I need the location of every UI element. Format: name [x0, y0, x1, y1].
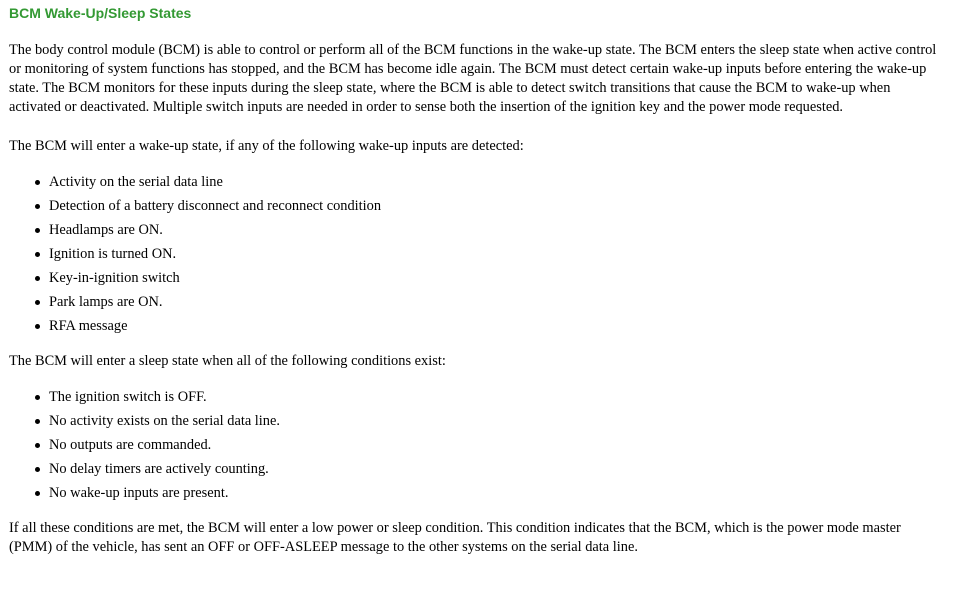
list-item: Ignition is turned ON. — [9, 242, 944, 266]
list-item: Activity on the serial data line — [9, 170, 944, 194]
list-item: Key-in-ignition switch — [9, 266, 944, 290]
list-item: RFA message — [9, 314, 944, 338]
document-body — [9, 0, 944, 557]
list-item: Detection of a battery disconnect and reconnect condition — [9, 194, 944, 218]
intro-paragraph: The body control module (BCM) is able to control or perform all of the BCM functions in the wake-up state. The BCM enters the sleep state when active control or monitoring of system functions has stopped, and the BCM has become idle again. The BCM must detect certain wake-up inputs before entering the wake-up state. The BCM monitors for these inputs during the sleep state, where the BCM is able to detect switch transitions that cause the BCM to wake-up when activated or deactivated. Multiple switch inputs are needed in order to sense both the insertion of the ignition key and the power mode requested. — [9, 42, 937, 115]
page-title: BCM Wake-Up/Sleep States — [9, 5, 192, 21]
list-item: No wake-up inputs are present. — [9, 481, 944, 505]
sleep-conditions-list — [9, 385, 944, 505]
list-item: Headlamps are ON. — [9, 218, 944, 242]
wakeup-lead-paragraph: The BCM will enter a wake-up state, if any of the following wake-up inputs are detected: — [9, 138, 524, 154]
list-item: No outputs are commanded. — [9, 433, 944, 457]
closing-paragraph: If all these conditions are met, the BCM will enter a low power or sleep condition. This condition indicates that the BCM, which is the power mode master (PMM) of the vehicle, has sent an OFF or OFF-ASLEEP message to the other systems on the serial data line. — [9, 520, 901, 555]
list-item: Park lamps are ON. — [9, 290, 944, 314]
list-item: No activity exists on the serial data line. — [9, 409, 944, 433]
sleep-lead-paragraph: The BCM will enter a sleep state when all of the following conditions exist: — [9, 353, 446, 369]
list-item: No delay timers are actively counting. — [9, 457, 944, 481]
list-item: The ignition switch is OFF. — [9, 385, 944, 409]
wakeup-inputs-list — [9, 170, 944, 338]
